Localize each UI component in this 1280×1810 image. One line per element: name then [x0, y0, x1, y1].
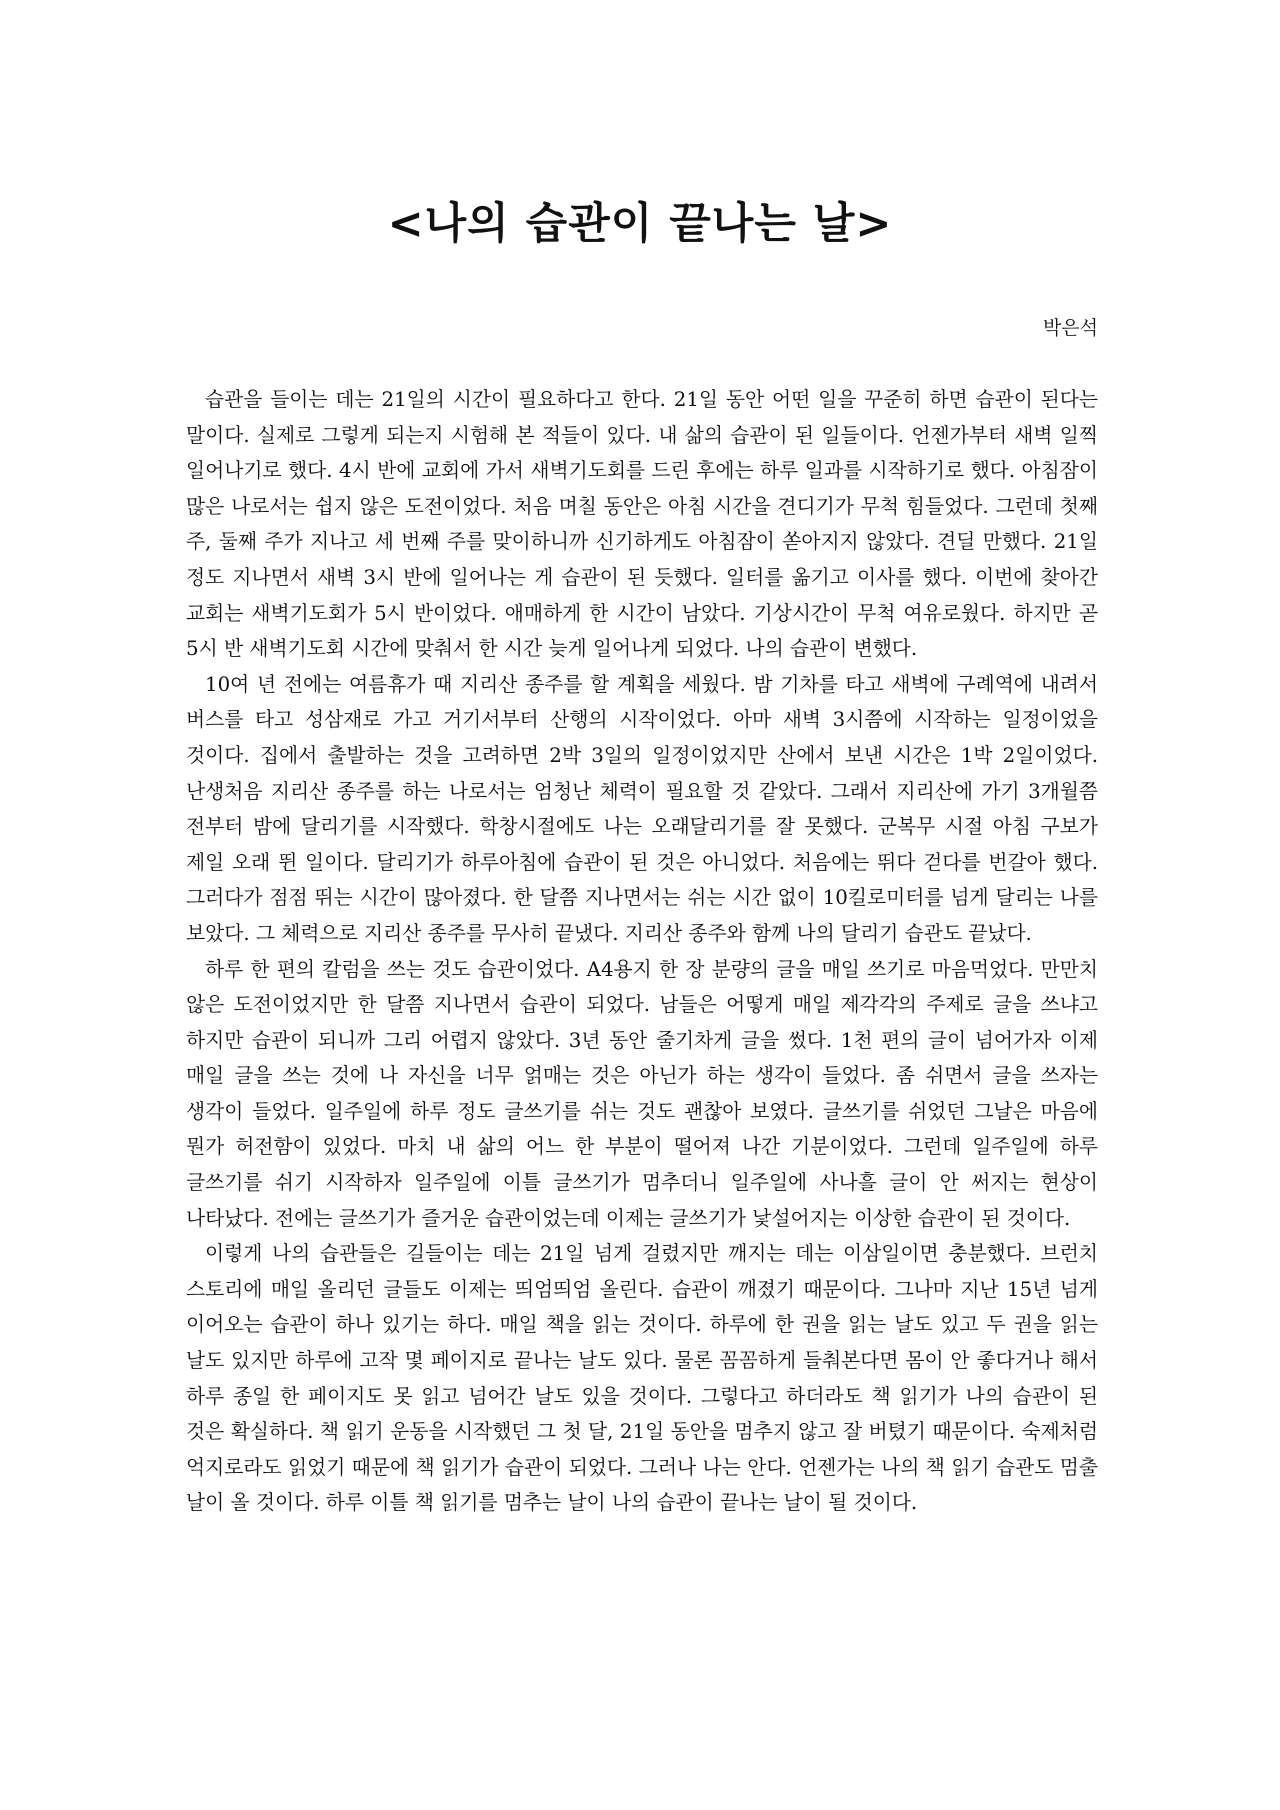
paragraph: 습관을 들이는 데는 21일의 시간이 필요하다고 한다. 21일 동안 어떤 일을 꾸준히 하면 습관이 된다는 말이다. 실제로 그렇게 되는지 시험해 본 적들이 있다. 내 삶의 습관이 된 일들이다. 언젠가부터 새벽 일찍 일어나기로 했다. 4시 반에 교회에 가서 새벽기도회를 드린 후에는 하루 일과를 시작하기로 했다. 아침잠이 많은 나로서는 쉽지 않은 도전이었다. 처음 며칠 동안은 아침 시간을 견디기가 무척 힘들었다. 그런데 첫째 주, 둘째 주가 지나고 세 번째 주를 맞이하니까 신기하게도 아침잠이 쏟아지지 않았다. 견딜 만했다. 21일 정도 지나면서 새벽 3시 반에 일어나는 게 습관이 된 듯했다. 일터를 옮기고 이사를 했다. 이번에 찾아간 교회는 새벽기도회가 5시 반이었다. 애매하게 한 시간이 남았다. 기상시간이 무척 여유로웠다. 하지만 곧 5시 반 새벽기도회 시간에 맞춰서 한 시간 늦게 일어나게 되었다. 나의 습관이 변했다.: [186, 388, 1098, 661]
author-name: 박은석: [1042, 317, 1098, 339]
essay-body: [186, 382, 1098, 1521]
paragraph: 10여 년 전에는 여름휴가 때 지리산 종주를 할 계획을 세웠다. 밤 기차를 타고 새벽에 구례역에 내려서 버스를 타고 성삼재로 가고 거기서부터 산행의 시작이었다. 아마 새벽 3시쯤에 시작하는 일정이었을 것이다. 집에서 출발하는 것을 고려하면 2박 3일의 일정이었지만 산에서 보낸 시간은 1박 2일이었다. 난생처음 지리산 종주를 하는 나로서는 엄청난 체력이 필요할 것 같았다. 그래서 지리산에 가기 3개월쯤 전부터 밤에 달리기를 시작했다. 학창시절에도 나는 오래달리기를 잘 못했다. 군복무 시절 아침 구보가 제일 오래 뛴 일이다. 달리기가 하루아침에 습관이 된 것은 아니었다. 처음에는 뛰다 걷다를 번갈아 했다. 그러다가 점점 뛰는 시간이 많아졌다. 한 달쯤 지나면서는 쉬는 시간 없이 10킬로미터를 넘게 달리는 나를 보았다. 그 체력으로 지리산 종주를 무사히 끝냈다. 지리산 종주와 함께 나의 달리기 습관도 끝났다.: [186, 672, 1098, 945]
page-title: <나의 습관이 끝나는 날>: [387, 199, 893, 249]
paragraph: 이렇게 나의 습관들은 길들이는 데는 21일 넘게 걸렸지만 깨지는 데는 이삼일이면 충분했다. 브런치 스토리에 매일 올리던 글들도 이제는 띄엄띄엄 올린다. 습관이 깨졌기 때문이다. 그나마 지난 15년 넘게 이어오는 습관이 하나 있기는 하다. 매일 책을 읽는 것이다. 하루에 한 권을 읽는 날도 있고 두 권을 읽는 날도 있지만 하루에 고작 몇 페이지로 끝나는 날도 있다. 물론 꼼꼼하게 들춰본다면 몸이 안 좋다거나 해서 하루 종일 한 페이지도 못 읽고 넘어간 날도 있을 것이다. 그렇다고 하더라도 책 읽기가 나의 습관이 된 것은 확실하다. 책 읽기 운동을 시작했던 그 첫 달, 21일 동안을 멈추지 않고 잘 버텼기 때문이다. 숙제처럼 억지로라도 읽었기 때문에 책 읽기가 습관이 되었다. 그러나 나는 안다. 언젠가는 나의 책 읽기 습관도 멈출 날이 올 것이다. 하루 이틀 책 읽기를 멈추는 날이 나의 습관이 끝나는 날이 될 것이다.: [186, 1242, 1098, 1515]
paragraph: 하루 한 편의 칼럼을 쓰는 것도 습관이었다. A4용지 한 장 분량의 글을 매일 쓰기로 마음먹었다. 만만치 않은 도전이었지만 한 달쯤 지나면서 습관이 되었다. 남들은 어떻게 매일 제각각의 주제로 글을 쓰냐고 하지만 습관이 되니까 그리 어렵지 않았다. 3년 동안 줄기차게 글을 썼다. 1천 편의 글이 넘어가자 이제 매일 글을 쓰는 것에 나 자신을 너무 얽매는 것은 아닌가 하는 생각이 들었다. 좀 쉬면서 글을 쓰자는 생각이 들었다. 일주일에 하루 정도 글쓰기를 쉬는 것도 괜찮아 보였다. 글쓰기를 쉬었던 그날은 마음에 뭔가 허전함이 있었다. 마치 내 삶의 어느 한 부분이 떨어져 나간 기분이었다. 그런데 일주일에 하루 글쓰기를 쉬기 시작하자 일주일에 이틀 글쓰기가 멈추더니 일주일에 사나흘 글이 안 써지는 현상이 나타났다. 전에는 글쓰기가 즐거운 습관이었는데 이제는 글쓰기가 낯설어지는 이상한 습관이 된 것이다.: [186, 957, 1098, 1230]
